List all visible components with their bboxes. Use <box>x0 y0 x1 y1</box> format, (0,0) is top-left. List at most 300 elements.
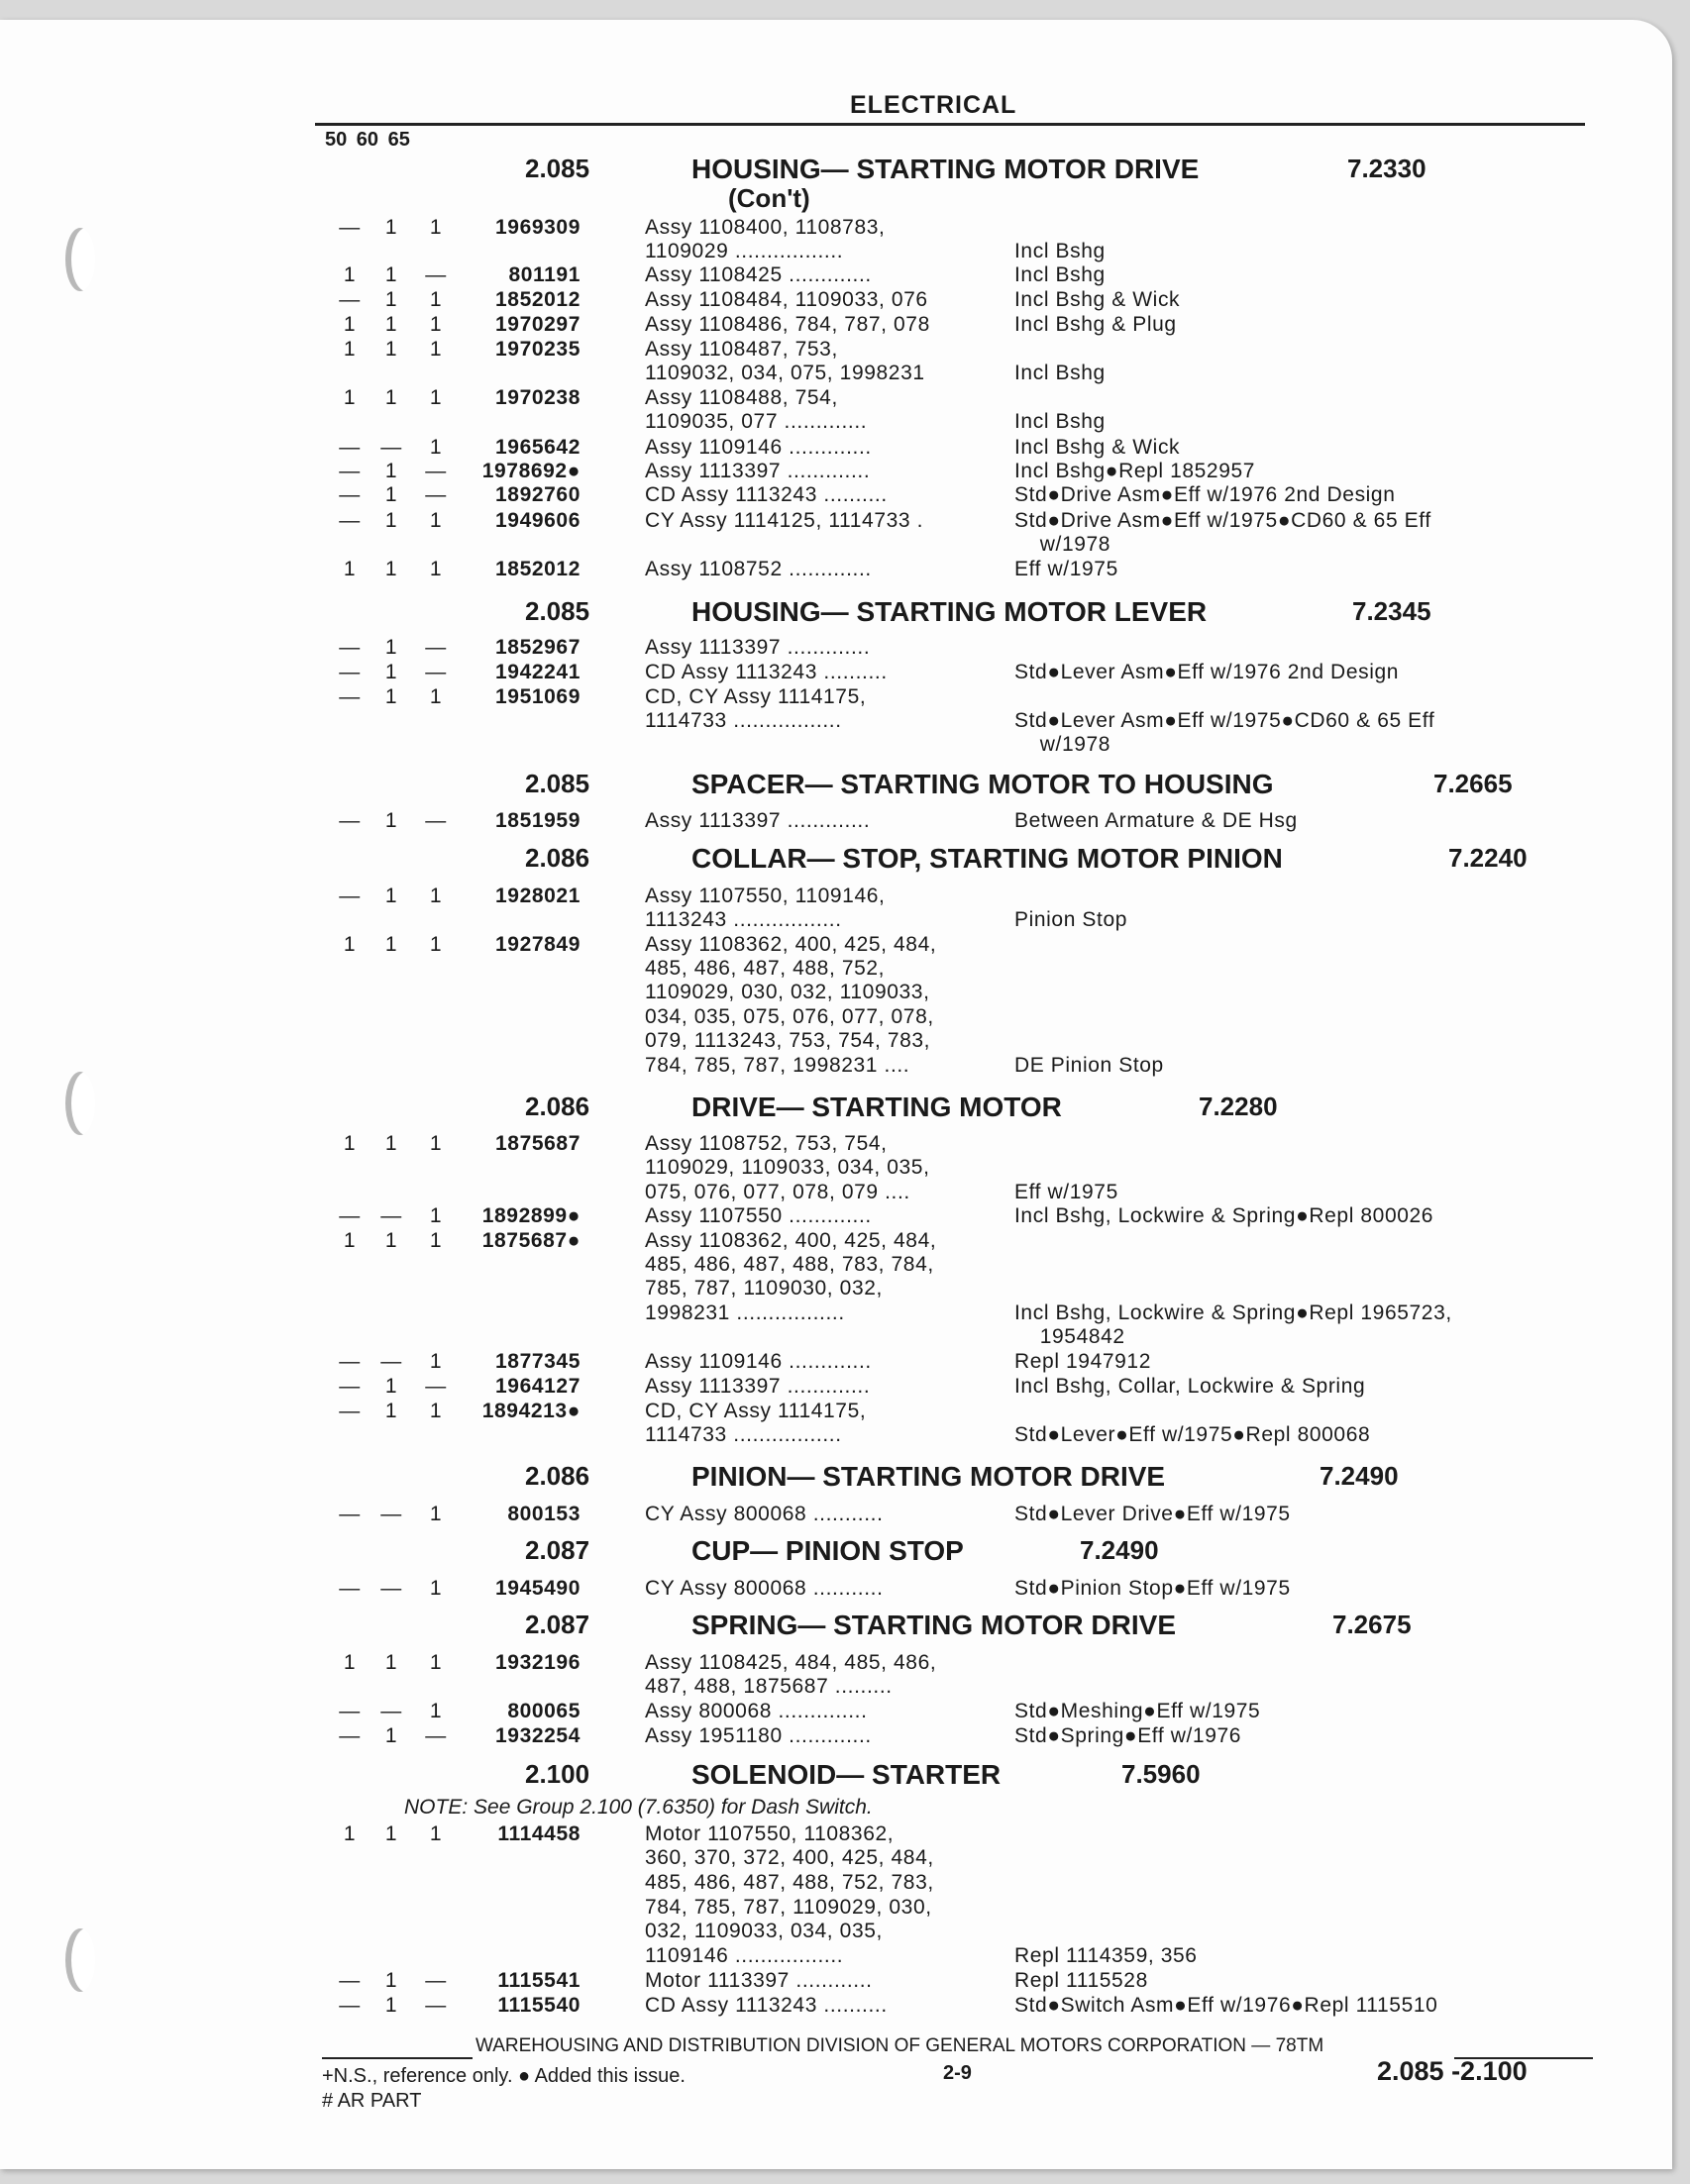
parts-row <box>0 1156 1690 1180</box>
part-note: Std●Switch Asm●Eff w/1976●Repl 1115510 <box>1014 1994 1438 2017</box>
parts-row <box>0 1503 1690 1526</box>
qty-60: 1 <box>384 460 398 482</box>
parts-row <box>0 1675 1690 1699</box>
part-description: Assy 1108425 ............. <box>645 263 872 286</box>
parts-row <box>0 733 1690 757</box>
qty-50: — <box>339 436 361 459</box>
qty-50: — <box>339 1577 361 1600</box>
part-description: 075, 076, 077, 078, 079 .... <box>645 1181 910 1203</box>
part-note: w/1978 <box>1014 533 1111 556</box>
qty-65: 1 <box>429 933 443 956</box>
part-note: Std●Lever Drive●Eff w/1975 <box>1014 1503 1291 1525</box>
part-number: 1892760 <box>495 483 581 506</box>
qty-50: — <box>339 884 361 907</box>
qty-60: 1 <box>384 288 398 311</box>
parts-row <box>0 1944 1690 1968</box>
parts-row <box>0 1969 1690 1993</box>
section-number: 2.086 <box>525 1092 590 1121</box>
parts-row <box>0 1871 1690 1895</box>
part-description: Assy 1108484, 1109033, 076 <box>645 288 928 311</box>
part-number: 1875687● <box>481 1229 581 1252</box>
part-number: 1928021 <box>495 884 581 907</box>
part-description: 1113243 ................. <box>645 908 842 931</box>
qty-50: 1 <box>343 1229 357 1252</box>
part-note: Eff w/1975 <box>1014 558 1118 580</box>
part-description: Assy 1108752 ............. <box>645 558 872 580</box>
qty-65: 1 <box>429 1350 443 1373</box>
part-description: Motor 1113397 ............ <box>645 1969 873 1992</box>
part-note: Repl 1115528 <box>1014 1969 1148 1992</box>
qty-60: 1 <box>384 636 398 659</box>
part-description: 1114733 ................. <box>645 1423 842 1446</box>
parts-row <box>0 1846 1690 1870</box>
part-note: Incl Bshg <box>1014 410 1106 433</box>
part-description: Assy 800068 .............. <box>645 1700 868 1722</box>
part-number: 1852012 <box>495 558 581 580</box>
parts-row <box>0 685 1690 709</box>
parts-row <box>0 1724 1690 1748</box>
qty-50: — <box>339 1375 361 1398</box>
part-note: DE Pinion Stop <box>1014 1054 1164 1077</box>
qty-50: — <box>339 483 361 506</box>
qty-65: — <box>425 460 447 482</box>
part-description: 032, 1109033, 034, 035, <box>645 1920 883 1942</box>
part-description: Motor 1107550, 1108362, <box>645 1822 895 1845</box>
qty-50: 1 <box>343 1651 357 1674</box>
part-description: CY Assy 800068 ........... <box>645 1503 884 1525</box>
parts-row <box>0 509 1690 533</box>
qty-65: — <box>425 1969 447 1992</box>
qty-65: — <box>425 809 447 832</box>
qty-65: 1 <box>429 558 443 580</box>
part-description: CD Assy 1113243 .......... <box>645 661 888 683</box>
qty-50: — <box>339 1204 361 1227</box>
part-description: CY Assy 800068 ........... <box>645 1577 884 1600</box>
qty-65: 1 <box>429 1503 443 1525</box>
part-description: Assy 1109146 ............. <box>645 436 872 459</box>
qty-60: 1 <box>384 1969 398 1992</box>
section-title: SPACER— STARTING MOTOR TO HOUSING <box>691 769 1274 799</box>
part-description: CD Assy 1113243 .......... <box>645 1994 888 2017</box>
qty-65: — <box>425 1994 447 2017</box>
part-description: Assy 1113397 ............. <box>645 1375 871 1398</box>
part-number: 1949606 <box>495 509 581 532</box>
parts-row <box>0 338 1690 362</box>
part-note: Std●Lever Asm●Eff w/1976 2nd Design <box>1014 661 1400 683</box>
parts-row <box>0 1994 1690 2018</box>
part-description: Assy 1113397 ............. <box>645 809 871 832</box>
part-description: 485, 486, 487, 488, 752, <box>645 957 886 980</box>
part-description: 1109035, 077 ............. <box>645 410 868 433</box>
part-description: 785, 787, 1109030, 032, <box>645 1277 883 1300</box>
qty-65: 1 <box>429 313 443 336</box>
qty-50: 1 <box>343 1822 357 1845</box>
qty-60: 1 <box>384 809 398 832</box>
parts-row <box>0 1301 1690 1325</box>
part-number: 1115540 <box>497 1994 581 2017</box>
parts-row <box>0 386 1690 410</box>
part-note: Incl Bshg <box>1014 263 1106 286</box>
parts-row <box>0 436 1690 460</box>
qty-65: 1 <box>429 386 443 409</box>
qty-60: 1 <box>384 933 398 956</box>
parts-row <box>0 216 1690 240</box>
section-code: 7.2345 <box>1352 596 1431 626</box>
part-note: Repl 1947912 <box>1014 1350 1151 1373</box>
parts-row <box>0 1822 1690 1846</box>
part-description: 360, 370, 372, 400, 425, 484, <box>645 1846 934 1869</box>
section-code: 7.5960 <box>1121 1759 1201 1789</box>
qty-50: 1 <box>343 933 357 956</box>
part-description: 1998231 ................. <box>645 1301 845 1324</box>
qty-50: — <box>339 509 361 532</box>
part-note: Incl Bshg & Plug <box>1014 313 1177 336</box>
parts-row <box>0 1005 1690 1029</box>
qty-50: 1 <box>343 558 357 580</box>
section-number: 2.087 <box>525 1535 590 1565</box>
qty-50: 1 <box>343 1132 357 1155</box>
section-code: 7.2490 <box>1320 1461 1399 1491</box>
part-number: 1978692● <box>481 460 581 482</box>
qty-65: 1 <box>429 288 443 311</box>
footer-division: WAREHOUSING AND DISTRIBUTION DIVISION OF GENERAL MOTORS CORPORATION — 78TM <box>475 2035 1324 2056</box>
part-description: 1109029, 1109033, 034, 035, <box>645 1156 930 1179</box>
parts-row <box>0 1132 1690 1156</box>
section-code: 7.2675 <box>1332 1610 1412 1639</box>
qty-60: — <box>380 1204 402 1227</box>
qty-60: 1 <box>384 1229 398 1252</box>
part-description: 485, 486, 487, 488, 752, 783, <box>645 1871 934 1894</box>
footer-section-range: 2.085 -2.100 <box>1377 2056 1528 2086</box>
part-note: Incl Bshg, Collar, Lockwire & Spring <box>1014 1375 1366 1398</box>
qty-65: 1 <box>429 1700 443 1722</box>
qty-50: — <box>339 809 361 832</box>
part-number: 800065 <box>507 1700 581 1722</box>
part-note: w/1978 <box>1014 733 1111 756</box>
qty-50: — <box>339 1969 361 1992</box>
part-note: Incl Bshg & Wick <box>1014 436 1181 459</box>
binder-hole-middle <box>65 1072 95 1135</box>
parts-row <box>0 661 1690 684</box>
part-note: Std●Drive Asm●Eff w/1976 2nd Design <box>1014 483 1396 506</box>
part-number: 1969309 <box>495 216 581 239</box>
qty-65: 1 <box>429 884 443 907</box>
part-note: Incl Bshg, Lockwire & Spring●Repl 800026 <box>1014 1204 1434 1227</box>
qty-50: — <box>339 1700 361 1722</box>
part-note: Pinion Stop <box>1014 908 1128 931</box>
parts-row <box>0 1277 1690 1300</box>
footer-ar-part: # AR PART <box>322 2090 422 2112</box>
parts-row <box>0 1350 1690 1374</box>
qty-60: 1 <box>384 1132 398 1155</box>
part-number: 1877345 <box>495 1350 581 1373</box>
parts-row <box>0 1920 1690 1943</box>
page-title: ELECTRICAL <box>850 91 1017 119</box>
qty-65: 1 <box>429 1204 443 1227</box>
part-number: 1114458 <box>497 1822 581 1845</box>
part-note: Std●Lever Asm●Eff w/1975●CD60 & 65 Eff <box>1014 709 1435 732</box>
parts-row <box>0 263 1690 287</box>
section-number: 2.085 <box>525 596 590 626</box>
qty-65: — <box>425 661 447 683</box>
section-title: SOLENOID— STARTER <box>691 1759 1002 1790</box>
qty-60: — <box>380 1503 402 1525</box>
qty-65: 1 <box>429 1651 443 1674</box>
qty-50: — <box>339 1350 361 1373</box>
parts-row <box>0 483 1690 507</box>
qty-60: 1 <box>384 1724 398 1747</box>
qty-65: 1 <box>429 1400 443 1422</box>
section-title: HOUSING— STARTING MOTOR LEVER <box>691 596 1208 627</box>
part-number: 1970297 <box>495 313 581 336</box>
qty-60: 1 <box>384 509 398 532</box>
part-description: 1114733 ................. <box>645 709 842 732</box>
qty-65: — <box>425 263 447 286</box>
part-description: CD Assy 1113243 .......... <box>645 483 888 506</box>
part-number: 1875687 <box>495 1132 581 1155</box>
parts-row <box>0 1253 1690 1277</box>
section-number: 2.086 <box>525 1461 590 1491</box>
section-number: 2.085 <box>525 769 590 798</box>
part-description: Assy 1108400, 1108783, <box>645 216 886 239</box>
parts-row <box>0 533 1690 557</box>
qty-65: — <box>425 636 447 659</box>
part-number: 1970238 <box>495 386 581 409</box>
qty-50: — <box>339 1724 361 1747</box>
qty-60: — <box>380 1577 402 1600</box>
part-note: Std●Spring●Eff w/1976 <box>1014 1724 1242 1747</box>
part-description: Assy 1108362, 400, 425, 484, <box>645 1229 937 1252</box>
qty-60: 1 <box>384 1651 398 1674</box>
qty-65: 1 <box>429 685 443 708</box>
qty-60: 1 <box>384 1994 398 2017</box>
parts-row <box>0 1700 1690 1723</box>
parts-row <box>0 362 1690 385</box>
qty-65: 1 <box>429 436 443 459</box>
part-description: 485, 486, 487, 488, 783, 784, <box>645 1253 934 1276</box>
qty-60: 1 <box>384 558 398 580</box>
section-number: 2.100 <box>525 1759 590 1789</box>
section-number: 2.087 <box>525 1610 590 1639</box>
part-note: Std●Meshing●Eff w/1975 <box>1014 1700 1261 1722</box>
part-description: Assy 1108362, 400, 425, 484, <box>645 933 937 956</box>
parts-row <box>0 410 1690 434</box>
part-description: Assy 1108488, 754, <box>645 386 838 409</box>
parts-row <box>0 1577 1690 1601</box>
qty-50: — <box>339 1994 361 2017</box>
qty-60: 1 <box>384 1375 398 1398</box>
part-description: 034, 035, 075, 076, 077, 078, <box>645 1005 934 1028</box>
qty-50: 1 <box>343 386 357 409</box>
part-description: Assy 1108425, 484, 485, 486, <box>645 1651 937 1674</box>
qty-65: — <box>425 1375 447 1398</box>
parts-row <box>0 884 1690 908</box>
qty-50: — <box>339 636 361 659</box>
part-number: 1115541 <box>497 1969 581 1992</box>
qty-60: — <box>380 1350 402 1373</box>
part-number: 1851959 <box>495 809 581 832</box>
footer-rule-left <box>322 2057 473 2059</box>
part-note: Incl Bshg, Lockwire & Spring●Repl 1965723, <box>1014 1301 1452 1324</box>
section-title: DRIVE— STARTING MOTOR <box>691 1092 1062 1122</box>
parts-row <box>0 933 1690 957</box>
parts-row <box>0 1423 1690 1447</box>
part-description: 487, 488, 1875687 ......... <box>645 1675 893 1698</box>
part-description: 784, 785, 787, 1998231 .... <box>645 1054 910 1077</box>
qty-50: — <box>339 1400 361 1422</box>
footer-page-number: 2-9 <box>943 2062 972 2084</box>
qty-50: 1 <box>343 338 357 361</box>
parts-row <box>0 1229 1690 1253</box>
solenoid-note: NOTE: See Group 2.100 (7.6350) for Dash Switch. <box>404 1796 873 1819</box>
part-description: Assy 1113397 ............. <box>645 460 871 482</box>
parts-row <box>0 636 1690 660</box>
part-number: 1942241 <box>495 661 581 683</box>
qty-60: 1 <box>384 661 398 683</box>
part-description: Assy 1113397 ............. <box>645 636 871 659</box>
parts-row <box>0 1029 1690 1053</box>
section-title: SPRING— STARTING MOTOR DRIVE <box>691 1610 1176 1640</box>
parts-row <box>0 1651 1690 1675</box>
qty-50: — <box>339 1503 361 1525</box>
section-title: HOUSING— STARTING MOTOR DRIVE <box>691 154 1200 184</box>
qty-50: — <box>339 460 361 482</box>
qty-60: 1 <box>384 386 398 409</box>
part-note: Between Armature & DE Hsg <box>1014 809 1298 832</box>
qty-60: 1 <box>384 216 398 239</box>
part-number: 1964127 <box>495 1375 581 1398</box>
part-note: 1954842 <box>1014 1325 1125 1348</box>
part-description: Assy 1109146 ............. <box>645 1350 872 1373</box>
qty-60: 1 <box>384 884 398 907</box>
qty-65: — <box>425 1724 447 1747</box>
section-title: PINION— STARTING MOTOR DRIVE <box>691 1461 1166 1492</box>
qty-60: 1 <box>384 338 398 361</box>
part-number: 1970235 <box>495 338 581 361</box>
qty-60: 1 <box>384 1822 398 1845</box>
qty-60: — <box>380 1700 402 1722</box>
part-number: 1965642 <box>495 436 581 459</box>
parts-row <box>0 558 1690 581</box>
parts-row <box>0 981 1690 1004</box>
section-number: 2.086 <box>525 843 590 873</box>
section-subtitle: (Con't) <box>728 183 810 213</box>
part-description: Assy 1107550, 1109146, <box>645 884 886 907</box>
part-number: 1927849 <box>495 933 581 956</box>
parts-row <box>0 313 1690 337</box>
part-number: 800153 <box>507 1503 581 1525</box>
part-number: 1945490 <box>495 1577 581 1600</box>
qty-50: — <box>339 685 361 708</box>
section-title: COLLAR— STOP, STARTING MOTOR PINION <box>691 843 1283 874</box>
qty-65: — <box>425 483 447 506</box>
qty-65: 1 <box>429 1229 443 1252</box>
part-description: 1109029, 030, 032, 1109033, <box>645 981 930 1003</box>
part-note: Incl Bshg <box>1014 362 1106 384</box>
part-note: Incl Bshg●Repl 1852957 <box>1014 460 1256 482</box>
column-headings: 50 60 65 <box>325 129 410 151</box>
part-note: Std●Pinion Stop●Eff w/1975 <box>1014 1577 1291 1600</box>
qty-65: 1 <box>429 1577 443 1600</box>
part-number: 1932196 <box>495 1651 581 1674</box>
section-code: 7.2280 <box>1199 1092 1278 1121</box>
qty-65: 1 <box>429 1822 443 1845</box>
parts-row <box>0 240 1690 263</box>
part-number: 801191 <box>508 263 581 286</box>
qty-50: 1 <box>343 263 357 286</box>
parts-row <box>0 1896 1690 1920</box>
part-note: Std●Lever●Eff w/1975●Repl 800068 <box>1014 1423 1371 1446</box>
section-code: 7.2330 <box>1347 154 1426 183</box>
qty-65: 1 <box>429 338 443 361</box>
parts-row <box>0 460 1690 483</box>
qty-50: 1 <box>343 313 357 336</box>
parts-row <box>0 1400 1690 1423</box>
qty-65: 1 <box>429 509 443 532</box>
part-description: 1109146 ................. <box>645 1944 844 1967</box>
part-number: 1951069 <box>495 685 581 708</box>
parts-row <box>0 1204 1690 1228</box>
qty-50: — <box>339 288 361 311</box>
parts-row <box>0 908 1690 932</box>
parts-row <box>0 1375 1690 1399</box>
part-note: Std●Drive Asm●Eff w/1975●CD60 & 65 Eff <box>1014 509 1431 532</box>
part-number: 1892899● <box>481 1204 581 1227</box>
qty-60: 1 <box>384 483 398 506</box>
part-number: 1894213● <box>481 1400 581 1422</box>
part-note: Repl 1114359, 356 <box>1014 1944 1198 1967</box>
parts-row <box>0 809 1690 833</box>
part-note: Eff w/1975 <box>1014 1181 1118 1203</box>
section-code: 7.2240 <box>1448 843 1528 873</box>
part-description: 079, 1113243, 753, 754, 783, <box>645 1029 931 1052</box>
footer-legend: +N.S., reference only. ● Added this issue. <box>322 2065 686 2087</box>
part-description: Assy 1108752, 753, 754, <box>645 1132 888 1155</box>
part-description: Assy 1108487, 753, <box>645 338 838 361</box>
section-code: 7.2665 <box>1433 769 1513 798</box>
part-description: CD, CY Assy 1114175, <box>645 1400 867 1422</box>
part-note: Incl Bshg & Wick <box>1014 288 1181 311</box>
qty-60: — <box>380 436 402 459</box>
part-description: 1109029 ................. <box>645 240 844 262</box>
part-number: 1932254 <box>495 1724 581 1747</box>
qty-65: 1 <box>429 1132 443 1155</box>
qty-50: — <box>339 216 361 239</box>
parts-row <box>0 1054 1690 1078</box>
parts-row <box>0 1181 1690 1204</box>
qty-60: 1 <box>384 1400 398 1422</box>
qty-50: — <box>339 661 361 683</box>
qty-65: 1 <box>429 216 443 239</box>
parts-row <box>0 1325 1690 1349</box>
section-code: 7.2490 <box>1080 1535 1159 1565</box>
section-title: CUP— PINION STOP <box>691 1535 964 1566</box>
qty-60: 1 <box>384 263 398 286</box>
qty-60: 1 <box>384 313 398 336</box>
part-number: 1852967 <box>495 636 581 659</box>
part-description: CD, CY Assy 1114175, <box>645 685 867 708</box>
part-note: Incl Bshg <box>1014 240 1106 262</box>
part-description: Assy 1108486, 784, 787, 078 <box>645 313 930 336</box>
part-description: 784, 785, 787, 1109029, 030, <box>645 1896 932 1919</box>
parts-row <box>0 709 1690 733</box>
qty-60: 1 <box>384 685 398 708</box>
part-description: Assy 1107550 ............. <box>645 1204 872 1227</box>
section-number: 2.085 <box>525 154 590 183</box>
header-rule <box>315 123 1585 126</box>
parts-row <box>0 957 1690 981</box>
part-description: Assy 1951180 ............. <box>645 1724 872 1747</box>
